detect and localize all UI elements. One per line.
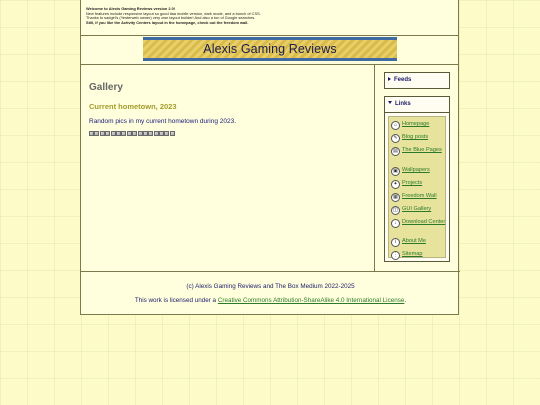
gallery-thumbnail[interactable]	[111, 131, 116, 136]
gallery-thumbnail[interactable]	[116, 131, 121, 136]
gallery-thumbnail[interactable]	[138, 131, 143, 136]
link-wallpapers[interactable]	[391, 167, 447, 176]
links-label: Links	[395, 101, 411, 107]
gallery-thumbnail[interactable]	[154, 131, 159, 136]
license-text	[81, 297, 460, 304]
link-freedom-wall[interactable]	[391, 193, 447, 202]
link-blog-posts[interactable]	[391, 134, 447, 143]
wall-icon: ▦	[391, 193, 400, 202]
gallery-thumbnail[interactable]	[105, 131, 110, 136]
footer	[81, 271, 460, 315]
gallery-thumbnail[interactable]	[121, 131, 126, 136]
sitemap-icon: ⋮	[393, 252, 398, 258]
link-download-center[interactable]	[391, 219, 447, 228]
notice-line-4: Still, if you like the Activity Centers layout in the homepage, check out the freedom wall.	[86, 19, 249, 25]
gallery-thumbnail[interactable]	[100, 131, 105, 136]
link-label: GUI Gallery	[402, 206, 432, 212]
feeds-label: Feeds	[394, 77, 412, 83]
projects-icon: ✦	[391, 180, 400, 189]
gallery-thumbnail[interactable]	[94, 131, 99, 136]
home-icon: ⌂	[391, 121, 400, 130]
page-container	[80, 0, 459, 315]
pages-icon: ▤	[391, 147, 400, 156]
sidebar	[375, 64, 460, 271]
chevron-right-icon	[388, 77, 391, 81]
gallery-thumbnail[interactable]	[170, 131, 175, 136]
link-label: Homepage	[402, 121, 430, 127]
copyright-text: (c) Alexis Gaming Reviews and The Box Medium 2022-2025	[186, 283, 355, 290]
license-suffix: .	[404, 297, 407, 304]
link-label: Blog posts	[402, 134, 429, 140]
gallery-description: Random pics in my current hometown during 2023.	[89, 118, 237, 125]
notice-line-3: Thanks to sadgirl's (Yesterweb owner) very own layout builder! And also a ton of Google searches.	[86, 15, 256, 21]
page-title: Gallery	[89, 82, 123, 93]
wallpaper-icon: ▣	[391, 167, 400, 176]
link-label: Projects	[402, 180, 423, 186]
link-label: The Blue Pages	[402, 147, 442, 153]
feeds-header[interactable]	[388, 77, 411, 83]
about-icon: i	[391, 238, 400, 247]
gallery-thumbnail[interactable]	[132, 131, 137, 136]
notice-line-1: Welcome to Alexis Gaming Reviews version 2.0!	[86, 6, 176, 11]
license-prefix: This work is licensed under a	[134, 297, 218, 304]
license-link[interactable]: Creative Commons Attribution-ShareAlike 4.0 International License	[217, 297, 405, 304]
links-list	[384, 113, 450, 262]
site-title: Alexis Gaming Reviews	[203, 42, 337, 56]
links-panel	[388, 116, 446, 258]
banner-row	[81, 36, 458, 65]
links-box[interactable]	[384, 96, 450, 113]
link-about-me[interactable]	[391, 238, 447, 247]
gallery-icon: ◫	[391, 206, 400, 215]
chevron-down-icon	[388, 101, 392, 104]
link-label: Download Center	[402, 219, 446, 225]
links-header[interactable]	[388, 101, 411, 107]
thumbnail-strip	[89, 131, 175, 136]
link-label: Sitemap	[402, 251, 423, 257]
download-icon: ↓	[391, 219, 400, 228]
link-projects[interactable]	[391, 180, 447, 189]
link-sitemap[interactable]	[391, 251, 447, 260]
gallery-thumbnail[interactable]	[159, 131, 164, 136]
link-gui-gallery[interactable]	[391, 206, 447, 215]
main-content	[81, 64, 375, 271]
link-label: Freedom Wall	[402, 193, 437, 199]
gallery-subheading: Current hometown, 2023	[89, 102, 177, 111]
feeds-box[interactable]	[384, 72, 450, 89]
gallery-thumbnail[interactable]	[89, 131, 94, 136]
link-label: Wallpapers	[402, 167, 430, 173]
notice-line-2: New features include responsive layout so good tiaa mobile version, dark mode, and a bunch of CSS.	[86, 10, 261, 16]
gallery-thumbnail[interactable]	[148, 131, 153, 136]
welcome-notice	[81, 0, 458, 36]
link-blue-pages[interactable]	[391, 147, 447, 156]
link-label: About Me	[402, 238, 426, 244]
site-banner[interactable]	[143, 37, 397, 61]
gallery-thumbnail[interactable]	[164, 131, 169, 136]
link-homepage[interactable]	[391, 121, 447, 130]
gallery-thumbnail[interactable]	[143, 131, 148, 136]
gallery-thumbnail[interactable]	[127, 131, 132, 136]
blog-icon: ✎	[391, 134, 400, 143]
